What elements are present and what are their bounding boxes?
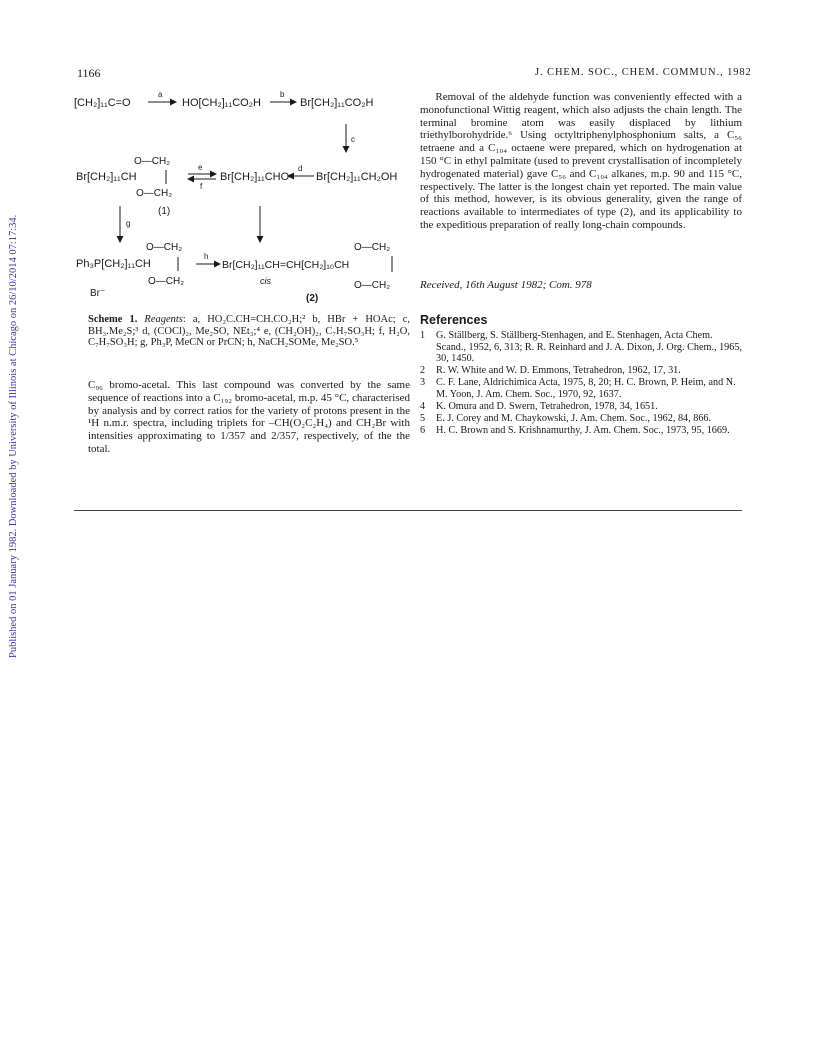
reference-number: 6 [420, 425, 426, 437]
reference-number: 4 [420, 401, 426, 413]
product-2: Br[CH₂]₁₁CH=CH[CH₂]₁₀CH [222, 259, 350, 271]
received-line: Received, 16th August 1982; Com. 978 [420, 279, 592, 291]
product-ch2-top: O—CH₂ [354, 242, 391, 253]
label-c-text: c [351, 135, 355, 144]
reference-item [420, 425, 745, 437]
reference-item [420, 401, 745, 413]
caption-text: : a, HO₂C.CH=CH.CO₂H;² b, HBr + HOAc; c, BH₃.Me₂S;³ d, (COCl)₂, Me₂SO, NEt₃;⁴ e, (CH₂OH)₂, C₇H₇SO₃H; f, H₂O, C₇H₇SO₃H; g, Ph₃P, MeCN or PrCN; h, NaCH₂SOMe, Me₂SO.⁵ [88, 314, 411, 349]
ketone-ring: [CH₂]₁₁C=O [74, 97, 131, 109]
reference-number: 3 [420, 377, 426, 389]
reference-text: E. J. Corey and M. Chaykowski, J. Am. Chem. Soc., 1962, 84, 866. [436, 413, 712, 425]
reference-number: 2 [420, 365, 426, 377]
label-a: a [158, 90, 163, 99]
label-f: f [200, 182, 203, 191]
label-b: b [280, 90, 285, 99]
phos-ch2-top: O—CH₂ [146, 242, 183, 253]
acetal-ch2-top: O—CH₂ [134, 156, 171, 167]
reference-list [420, 330, 745, 437]
bromo-alcohol: Br[CH₂]₁₁CH₂OH [316, 171, 398, 183]
page-number: 1166 [77, 66, 101, 80]
running-head: J. CHEM. SOC., CHEM. COMMUN., 1982 [535, 67, 752, 78]
download-stamp: Published on 01 January 1982. Downloaded by University of Illinois at Chicago on 26/10/2014 07:17:34. [8, 214, 19, 658]
caption-title: Scheme 1. [88, 314, 138, 325]
hydroxy-acid: HO[CH₂]₁₁CO₂H [182, 97, 261, 109]
reference-text: C. F. Lane, Aldrichimica Acta, 1975, 8, 20; H. C. Brown, P. Heim, and N. M. Yoon, J. Am. Chem. Soc., 1970, 92, 1637. [436, 377, 736, 400]
reference-text: G. Ställberg, S. Ställberg-Stenhagen, and E. Stenhagen, Acta Chem. Scand., 1952, 6, 313; R. R. Reinhard and J. A. Dixon, J. Org. Chem., 1965, 30, 1450. [436, 330, 742, 365]
bromo-aldehyde: Br[CH₂]₁₁CHO [220, 171, 290, 183]
reference-item [420, 365, 745, 377]
bromide-ion: Br⁻ [90, 288, 106, 299]
reference-text: H. C. Brown and S. Krishnamurthy, J. Am. Chem. Soc., 1973, 95, 1669. [436, 425, 730, 437]
product-ch2-bottom: O—CH₂ [354, 280, 391, 291]
cis-label: cis [260, 276, 271, 286]
phosphonium-salt: Ph₃P[CH₂]₁₁CH [76, 258, 151, 270]
body-text-right: Removal of the aldehyde function was conveniently effected with a monofunctional Wittig reagent, which also adjusts the chain length. The terminal bromine atom was easily displaced by lithium triethylborohydride.⁶ Using octyltriphenylphosphonium salts, a C₅₆ tetraene and a C₁₀₄ octaene were prepared, which on hydrogenation at 150 °C in ethyl palmitate (used to prevent crystallisation of incompletely hydrogenated material) gave C₅₆ and C₁₀₄ alkanes, m.p. 90 and 115 °C, respectively. The latter is the longest chain yet reported. The main value of this method, however, is its obvious generality, given the range of reactions available to intermediates of type (2), and its applicability to the expeditious preparation of really long-chain compounds. [420, 91, 742, 231]
reaction-scheme [74, 86, 414, 306]
reference-item [420, 377, 745, 400]
reference-text: K. Omura and D. Swern, Tetrahedron, 1978, 34, 1651. [436, 401, 658, 413]
scheme-caption [88, 314, 410, 349]
reference-item [420, 330, 745, 365]
page-bottom-rule [74, 510, 742, 511]
reference-number: 1 [420, 330, 426, 341]
reference-item [420, 413, 745, 425]
bromo-acid: Br[CH₂]₁₁CO₂H [300, 97, 374, 109]
phos-ch2-bottom: O—CH₂ [148, 276, 185, 287]
acetal-ch2-bottom: O—CH₂ [136, 188, 173, 199]
compound-1-label: (1) [158, 206, 171, 217]
compound-2-label: (2) [306, 293, 319, 304]
caption-reagents-word: Reagents [144, 314, 183, 325]
label-d: d [298, 164, 303, 173]
bromo-acetal: Br[CH₂]₁₁CH [76, 171, 137, 183]
body-text-left: C₉₆ bromo-acetal. This last compound was converted by the same sequence of reactions into a C₁₉₂ bromo-acetal, m.p. 45 °C, characterised by analysis and by correct ratios for the variety of protons present in the ¹H n.m.r. spectra, including triplets for –CH(O₂C₂H₄) and CH₂Br with intensities approximating to 1/357 and 2/357, respectively, of the the total. [88, 379, 410, 455]
label-e: e [198, 163, 203, 172]
reference-number: 5 [420, 413, 426, 425]
reference-text: R. W. White and W. D. Emmons, Tetrahedron, 1962, 17, 31. [436, 365, 681, 377]
references-heading: References [420, 313, 488, 327]
label-g: g [126, 219, 131, 228]
label-h: h [204, 252, 209, 261]
